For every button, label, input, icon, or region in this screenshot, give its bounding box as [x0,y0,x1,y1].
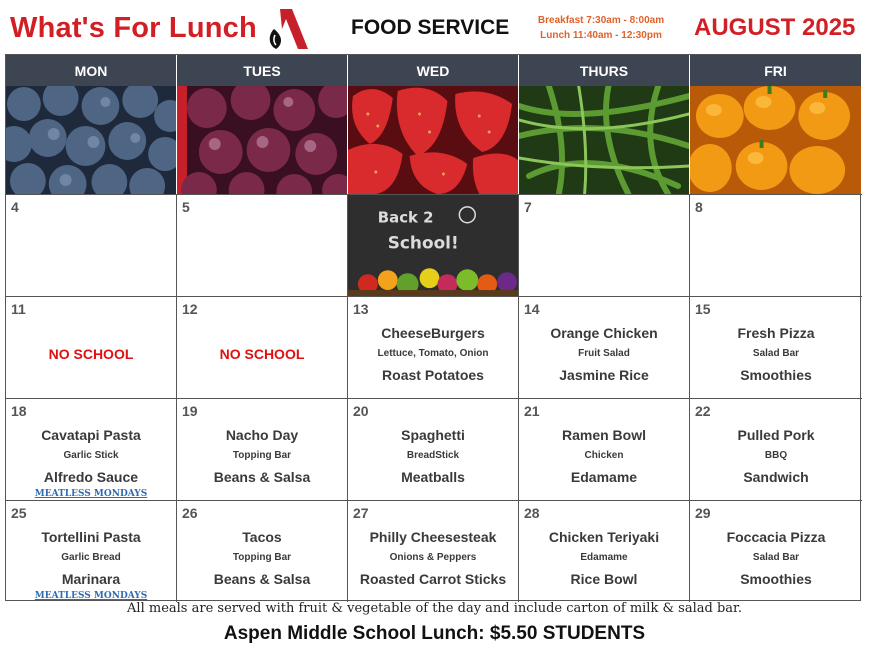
dish-detail: Topping Bar [232,552,292,563]
day-number: 5 [182,199,190,215]
dish-detail: Lettuce, Tomato, Onion [377,348,489,359]
day-number: 14 [524,301,540,317]
svg-text:School!: School! [387,232,459,253]
grapes-image [177,86,348,194]
side-dish: Rice Bowl [570,571,638,587]
main-dish: Pulled Pork [737,427,815,443]
day-cell-26 [177,500,348,602]
lunch-price: Aspen Middle School Lunch: $5.50 STUDENTS [223,623,646,644]
main-dish: Fresh Pizza [737,325,815,341]
dish-detail: Topping Bar [232,450,292,461]
side-dish: Roast Potatoes [382,367,484,383]
page-title: What's For Lunch [10,12,257,44]
day-cell-21 [519,398,690,500]
day-number: 8 [695,199,703,215]
meatless-mondays-link[interactable]: MEATLESS MONDAYS [34,489,148,499]
dish-detail: Garlic Stick [63,450,119,461]
side-dish: Beans & Salsa [213,469,311,485]
main-dish: Orange Chicken [550,325,658,341]
day-cell-27 [348,500,519,602]
main-dish: Tacos [242,529,282,545]
dish-detail: Salad Bar [752,348,800,359]
day-number: 12 [182,301,198,317]
day-cell-20 [348,398,519,500]
meal-note: All meals are served with fruit & vegetable of the day and include carton of milk & salad bar. [127,601,742,616]
weekday-header-mon: MON [6,55,177,86]
dish-detail: Onions & Peppers [389,552,477,563]
day-cell-6-back-to-school [348,194,519,296]
side-dish: Edamame [570,469,638,485]
school-logo [262,5,310,51]
no-school-label: NO SCHOOL [219,346,305,362]
menu [690,527,862,589]
day-number: 21 [524,403,540,419]
day-number: 28 [524,505,540,521]
meatless-mondays-link[interactable]: MEATLESS MONDAYS [34,591,148,601]
dish-detail: Garlic Bread [61,552,121,563]
svg-text:Back 2: Back 2 [377,208,434,227]
main-dish: Chicken Teriyaki [548,529,660,545]
day-cell-12 [177,296,348,398]
day-number: 20 [353,403,369,419]
day-number: 11 [11,301,26,317]
main-dish: Ramen Bowl [561,427,646,443]
day-number: 27 [353,505,369,521]
dish-detail: Edamame [580,552,628,563]
day-number: 25 [11,505,27,521]
day-number: 15 [695,301,711,317]
menu [519,425,689,487]
menu [177,425,347,487]
day-cell-5 [177,194,348,296]
menu [519,527,689,589]
weekday-header-thu: THURS [519,55,690,86]
day-cell-25 [6,500,177,602]
strawberries-image [348,86,519,194]
day-number: 7 [524,199,532,215]
dish-detail: Fruit Salad [578,348,630,359]
day-cell-14 [519,296,690,398]
day-cell-28 [519,500,690,602]
dish-detail: BBQ [764,450,788,461]
day-cell-19 [177,398,348,500]
service-hours [526,13,676,43]
page-header [0,0,869,54]
day-cell-8 [690,194,862,296]
weekday-header-wed: WED [348,55,519,86]
day-number: 19 [182,403,198,419]
main-dish: Nacho Day [225,427,299,443]
menu [690,425,862,487]
dish-detail: BreadStick [406,450,460,461]
side-dish: Roasted Carrot Sticks [359,571,507,587]
main-dish: Spaghetti [401,427,465,443]
side-dish: Marinara [61,571,121,587]
main-dish: Cavatapi Pasta [41,427,141,443]
day-cell-4 [6,194,177,296]
weekday-header-fri: FRI [690,55,862,86]
day-cell-11 [6,296,177,398]
green-beans-image [519,86,690,194]
lunch-hours: Lunch 11:40am - 12:30pm [540,30,662,41]
side-dish: Alfredo Sauce [43,469,139,485]
department-label: FOOD SERVICE [351,16,510,39]
blueberries-image [6,86,177,194]
dish-detail: Salad Bar [752,552,800,563]
day-cell-15 [690,296,862,398]
no-school-label: NO SCHOOL [48,346,134,362]
dish-detail: Chicken [584,450,624,461]
menu [6,425,176,487]
lunch-calendar [5,54,861,601]
day-cell-29 [690,500,862,602]
menu [690,323,862,385]
side-dish: Meatballs [401,469,465,485]
main-dish: Philly Cheesesteak [369,529,497,545]
side-dish: Beans & Salsa [213,571,311,587]
menu [177,527,347,589]
day-number: 13 [353,301,369,317]
day-cell-22 [690,398,862,500]
menu [519,323,689,385]
day-number: 18 [11,403,27,419]
side-dish: Sandwich [743,469,809,485]
main-dish: Tortellini Pasta [41,529,141,545]
side-dish: Jasmine Rice [559,367,649,383]
day-cell-18 [6,398,177,500]
day-cell-13 [348,296,519,398]
main-dish: CheeseBurgers [381,325,485,341]
side-dish: Smoothies [740,571,812,587]
menu [6,527,176,589]
month-label: AUGUST 2025 [694,14,856,41]
breakfast-hours: Breakfast 7:30am - 8:00am [537,15,665,26]
back-to-school-image [348,195,518,296]
day-number: 26 [182,505,198,521]
main-dish: Foccacia Pizza [726,529,826,545]
day-cell-7 [519,194,690,296]
side-dish: Smoothies [740,367,812,383]
weekday-header-tue: TUES [177,55,348,86]
peppers-image [690,86,862,194]
menu [348,425,518,487]
day-number: 4 [11,199,19,215]
day-number: 22 [695,403,711,419]
menu [348,323,518,385]
menu [348,527,518,589]
day-number: 29 [695,505,711,521]
